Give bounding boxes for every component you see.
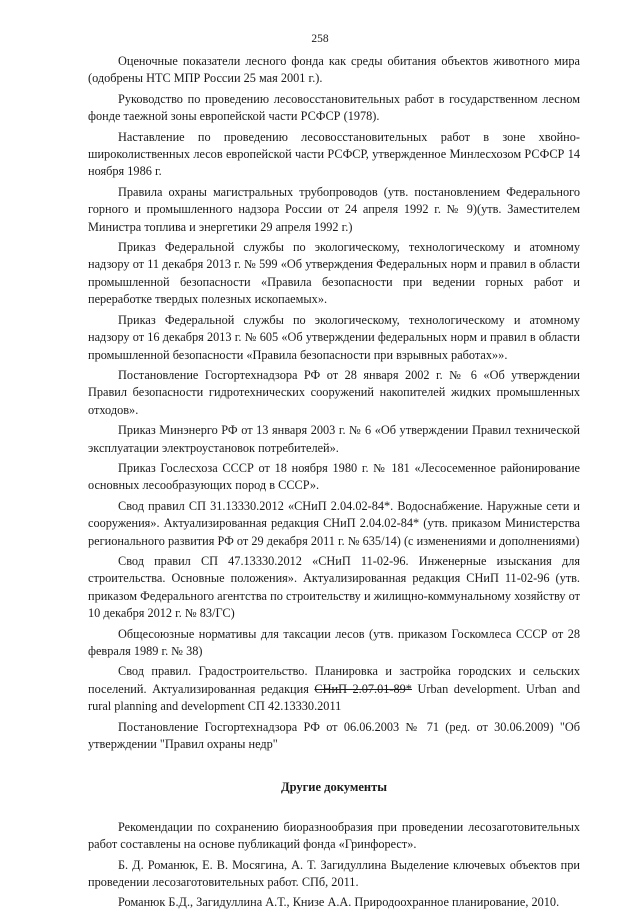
page-number: 258	[311, 33, 329, 45]
reference-item: Наставление по проведению лесовосстановительных работ в зоне хвойно-широколиственных лесов европейской части РСФСР, утвержденное Минлесхозом РСФСР 14 ноября 1986 г.	[88, 129, 580, 179]
reference-item: Руководство по проведению лесовосстановительных работ в государственном лесном фонде таежной зоны европейской части РСФСР (1978).	[88, 91, 580, 124]
struck-reference: СНиП 2.07.01-89*	[314, 681, 412, 696]
reference-item	[88, 663, 580, 715]
section-heading: Другие документы	[280, 780, 388, 795]
reference-item: Постановление Госгортехнадзора РФ от 28 января 2002 г. № 6 «Об утверждении Правил безопасности гидротехнических сооружений накопителей жидких промышленных отходов».	[88, 367, 580, 417]
reference-item: Постановление Госгортехнадзора РФ от 06.06.2003 № 71 (ред. от 30.06.2009) "Об утверждении "Правил охраны недр"	[88, 719, 580, 752]
reference-item: Свод правил СП 31.13330.2012 «СНиП 2.04.02-84*. Водоснабжение. Наружные сети и сооружения». Актуализированная редакция СНиП 2.04.02-84* (утв. приказом Министерства регионального развития РФ от 29 декабря 2011 г. № 635/14) (с изменениями и дополнениями)	[88, 498, 580, 548]
other-document-item: Б. Д. Романюк, Е. В. Мосягина, А. Т. Загидуллина Выделение ключевых объектов при проведении лесозаготовительных работ. СПб, 2011.	[88, 857, 580, 890]
reference-item: Правила охраны магистральных трубопроводов (утв. постановлением Федерального горного и промышленного надзора России от 24 апреля 1992 г. № 9)(утв. Заместителем Министра топлива и энергетики 29 апреля 1992 г.)	[88, 184, 580, 234]
other-document-item: Рекомендации по сохранению биоразнообразия при проведении лесозаготовительных работ составлены на основе публикаций фонда «Гринфорест».	[88, 819, 580, 852]
reference-item: Общесоюзные нормативы для таксации лесов (утв. приказом Госкомлеса СССР от 28 февраля 1989 г. № 38)	[88, 626, 580, 658]
reference-item: Приказ Федеральной службы по экологическому, технологическому и атомному надзору от 11 декабря 2013 г. № 599 «Об утверждения Федеральных норм и правил в области промышленной безопасности «Правила безопасности при ведении горных работ и переработке твердых полезных ископаемых».	[88, 240, 580, 307]
reference-item: Свод правил СП 47.13330.2012 «СНиП 11-02-96. Инженерные изыскания для строительства. Основные положения». Актуализированная редакция СНиП 11-02-96 (утв. приказом Федерального агентства по строительству и жилищно-коммунальному хозяйству от 10 декабря 2012 г. № 83/ГС)	[88, 553, 580, 621]
reference-text: Urban development. Urban and rural planning and development СП 42.13330.2011	[88, 681, 580, 714]
reference-text: Свод правил. Градостроительство. Планировка и застройка городских и сельских поселений. Актуализированная редакция	[88, 664, 580, 696]
reference-item: Приказ Гослесхоза СССР от 18 ноября 1980 г. № 181 «Лесосеменное районирование основных лесообразующих пород в СССР».	[88, 460, 580, 493]
reference-item: Приказ Федеральной службы по экологическому, технологическому и атомному надзору от 16 декабря 2013 г. № 605 «Об утверждении федеральных норм и правил в области промышленной безопасности «Правила безопасности при взрывных работах»».	[88, 312, 580, 362]
other-document-item: Романюк Б.Д., Загидуллина А.Т., Книзе А.А. Природоохранное планирование, 2010.	[118, 895, 560, 910]
reference-item: Оценочные показатели лесного фонда как среды обитания объектов животного мира (одобрены НТС МПР России 25 мая 2001 г.).	[88, 54, 580, 86]
document-body	[88, 53, 580, 915]
reference-item: Приказ Минэнерго РФ от 13 января 2003 г. № 6 «Об утверждении Правил технической эксплуатации электроустановок потребителей».	[88, 423, 580, 455]
